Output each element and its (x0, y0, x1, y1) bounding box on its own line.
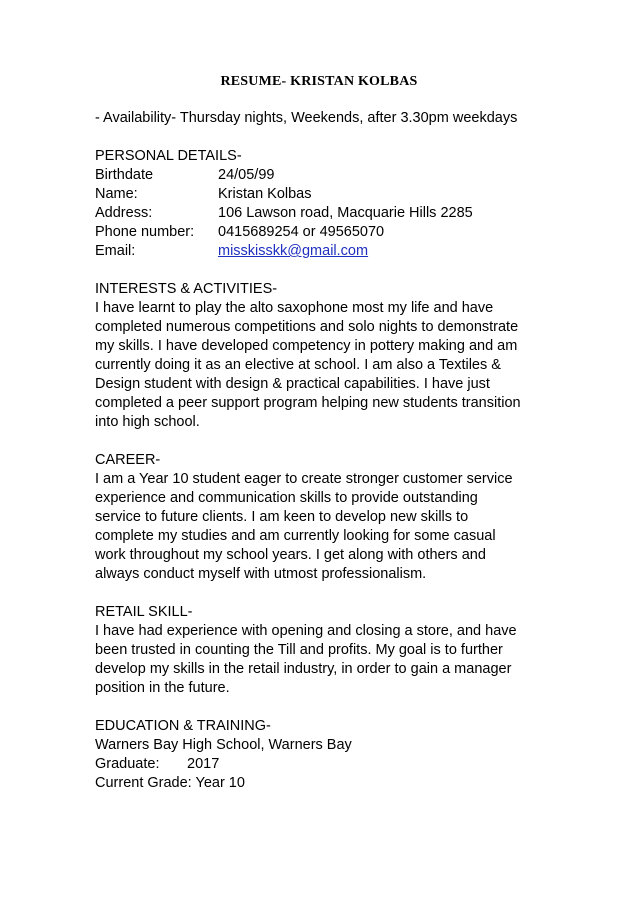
interests-line: I have learnt to play the alto saxophone most my life and have (95, 300, 494, 316)
retail-line: been trusted in counting the Till and profits. My goal is to further (95, 642, 503, 658)
career-line: complete my studies and am currently looking for some casual (95, 528, 496, 544)
career-line: work throughout my school years. I get along with others and (95, 547, 486, 563)
education-school: Warners Bay High School, Warners Bay (95, 737, 352, 753)
retail-heading: RETAIL SKILL- (95, 604, 193, 620)
education-graduate-row (95, 755, 555, 774)
retail-section (95, 603, 555, 698)
career-line: I am a Year 10 student eager to create stronger customer service (95, 471, 513, 487)
detail-value: 0415689254 or 49565070 (218, 224, 385, 240)
detail-row-address (95, 204, 555, 223)
graduate-value: 2017 (187, 756, 220, 772)
retail-line: I have had experience with opening and closing a store, and have (95, 623, 517, 639)
retail-line: position in the future. (95, 680, 230, 696)
career-section (95, 451, 555, 584)
detail-row-name (95, 185, 555, 204)
education-grade: Current Grade: Year 10 (95, 775, 245, 791)
detail-label: Address: (95, 205, 153, 221)
career-line: service to future clients. I am keen to develop new skills to (95, 509, 469, 525)
interests-section (95, 280, 555, 432)
education-heading: EDUCATION & TRAINING- (95, 718, 271, 734)
interests-line: currently doing it as an elective at school. I am also a Textiles & (95, 357, 501, 373)
detail-value: 106 Lawson road, Macquarie Hills 2285 (218, 205, 473, 221)
interests-line: into high school. (95, 414, 200, 430)
interests-line: my skills. I have developed competency in pottery making and am (95, 338, 518, 354)
detail-label: Birthdate (95, 167, 154, 183)
detail-row-birthdate (95, 166, 555, 185)
resume-content (95, 109, 555, 793)
email-link[interactable]: misskisskk@gmail.com (218, 243, 369, 259)
detail-label: Email: (95, 243, 136, 259)
career-heading: CAREER- (95, 452, 161, 468)
interests-heading: INTERESTS & ACTIVITIES- (95, 281, 278, 297)
interests-line: completed numerous competitions and solo nights to demonstrate (95, 319, 519, 335)
availability-line: - Availability- Thursday nights, Weekends, after 3.30pm weekdays (95, 110, 518, 126)
retail-line: develop my skills in the retail industry, in order to gain a manager (95, 661, 512, 677)
graduate-label: Graduate: (95, 756, 160, 772)
detail-value: Kristan Kolbas (218, 186, 312, 202)
career-line: always conduct myself with utmost professionalism. (95, 566, 427, 582)
detail-label: Phone number: (95, 224, 195, 240)
interests-line: completed a peer support program helping new students transition (95, 395, 521, 411)
detail-row-email (95, 242, 555, 261)
personal-details-heading: PERSONAL DETAILS- (95, 148, 242, 164)
page-title: RESUME- KRISTAN KOLBAS (220, 74, 418, 89)
education-section (95, 717, 555, 793)
interests-line: Design student with design & practical capabilities. I have just (95, 376, 490, 392)
personal-details-section (95, 147, 555, 261)
career-line: experience and communication skills to provide outstanding (95, 490, 478, 506)
detail-row-phone (95, 223, 555, 242)
detail-label: Name: (95, 186, 138, 202)
detail-value: 24/05/99 (218, 167, 275, 183)
